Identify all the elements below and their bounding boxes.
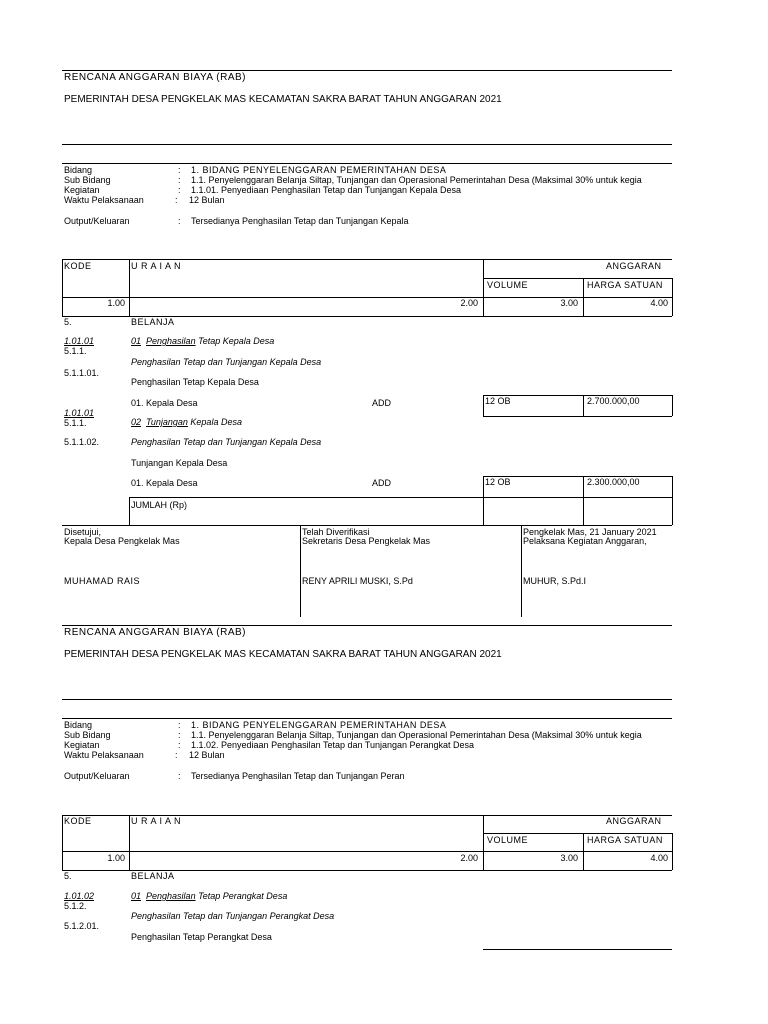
belanja-label: BELANJA	[131, 871, 175, 881]
uraian-header: U R A I A N	[131, 261, 182, 271]
document-title: RENCANA ANGGARAN BIAYA (RAB)	[64, 627, 247, 638]
signature-3-name: MUHUR, S.Pd.I	[523, 576, 587, 586]
signature-1-line-2: Kepala Desa Pengkelak Mas	[64, 536, 180, 546]
colon: :	[178, 771, 181, 781]
colon: :	[178, 185, 181, 195]
belanja-label: BELANJA	[131, 317, 175, 327]
colon: :	[175, 750, 178, 760]
kegiatan-label: Kegiatan	[64, 740, 100, 750]
item-line: Penghasilan Tetap Perangkat Desa	[131, 932, 272, 942]
item-code-2: 5.1.2.01.	[64, 921, 100, 931]
kode-header: KODE	[64, 816, 92, 826]
signature-2-name: RENY APRILI MUSKI, S.Pd	[302, 576, 413, 586]
sub-bidang-label: Sub Bidang	[64, 175, 111, 185]
item-title	[131, 418, 242, 427]
signature-2-line-1: Telah Diverifikasi	[302, 527, 370, 537]
colon: :	[178, 740, 181, 750]
item-description: Penghasilan Tetap dan Tunjangan Kepala Desa	[131, 357, 322, 367]
waktu-value: 12 Bulan	[189, 195, 225, 205]
colon: :	[178, 720, 181, 730]
signature-1-name: MUHAMAD RAIS	[64, 576, 141, 586]
document-title: RENCANA ANGGARAN BIAYA (RAB)	[64, 72, 247, 83]
bidang-label: Bidang	[64, 720, 93, 730]
uraian-header: U R A I A N	[131, 816, 182, 826]
colon: :	[175, 195, 178, 205]
item-description: Penghasilan Tetap dan Tunjangan Kepala Desa	[131, 437, 322, 447]
kegiatan-label: Kegiatan	[64, 185, 100, 195]
item-title	[131, 892, 287, 901]
column-number: 2.00	[460, 298, 478, 308]
volume-value: 12 OB	[485, 396, 511, 406]
bidang-value: 1. BIDANG PENYELENGGARAN PEMERINTAHAN DESA	[191, 165, 447, 175]
waktu-label: Waktu Pelaksanaan	[64, 195, 144, 205]
item-line: Penghasilan Tetap Kepala Desa	[131, 377, 259, 387]
item-keyword: Penghasilan	[146, 336, 196, 346]
item-code: 1.01.02	[64, 891, 95, 901]
price-value: 2.700.000,00	[587, 396, 640, 406]
signature-1-line-1: Disetujui,	[64, 527, 102, 537]
table-row: 01. Kepala Desa	[131, 398, 198, 408]
waktu-label: Waktu Pelaksanaan	[64, 750, 144, 760]
belanja-code: 5.	[64, 317, 72, 327]
harga-satuan-header: HARGA SATUAN	[587, 835, 663, 845]
item-subcode: 5.1.2.	[64, 901, 87, 911]
item-subcode: 5.1.1.	[64, 346, 87, 356]
bidang-label: Bidang	[64, 165, 93, 175]
volume-header: VOLUME	[487, 835, 529, 845]
item-number: 01	[131, 336, 142, 346]
output-label: Output/Keluaran	[64, 771, 130, 781]
colon: :	[178, 730, 181, 740]
item-keyword: Tunjangan	[146, 417, 188, 427]
column-number: 1.00	[107, 298, 125, 308]
volume-value: 12 OB	[485, 477, 511, 487]
sub-bidang-value: 1.1. Penyelenggaran Belanja Siltap, Tunjangan dan Operasional Pemerintahan Desa (Maksimal 30% untuk kegia	[191, 175, 642, 185]
column-number: 4.00	[650, 853, 668, 863]
document-subtitle: PEMERINTAH DESA PENGKELAK MAS KECAMATAN SAKRA BARAT TAHUN ANGGARAN 2021	[64, 94, 502, 105]
harga-satuan-header: HARGA SATUAN	[587, 280, 663, 290]
signature-3-line-2: Pelaksana Kegiatan Anggaran,	[523, 536, 647, 546]
column-number: 4.00	[650, 298, 668, 308]
item-keyword: Penghasilan	[146, 891, 196, 901]
kegiatan-value: 1.1.01. Penyediaan Penghasilan Tetap dan Tunjangan Kepala Desa	[191, 185, 462, 195]
anggaran-header: ANGGARAN	[606, 816, 662, 826]
source-add: ADD	[372, 398, 392, 408]
signature-2-line-2: Sekretaris Desa Pengkelak Mas	[302, 536, 431, 546]
anggaran-header: ANGGARAN	[606, 261, 662, 271]
signature-3-line-1: Pengkelak Mas, 21 January 2021	[523, 527, 657, 537]
document-subtitle: PEMERINTAH DESA PENGKELAK MAS KECAMATAN SAKRA BARAT TAHUN ANGGARAN 2021	[64, 649, 502, 660]
output-value: Tersedianya Penghasilan Tetap dan Tunjangan Peran	[191, 771, 405, 781]
item-description: Penghasilan Tetap dan Tunjangan Perangkat Desa	[131, 911, 335, 921]
jumlah-label: JUMLAH (Rp)	[131, 500, 188, 510]
column-number: 3.00	[560, 853, 578, 863]
item-code: 1.01.01	[64, 336, 95, 346]
item-code-2: 5.1.1.02.	[64, 437, 100, 447]
volume-header: VOLUME	[487, 280, 529, 290]
bidang-value: 1. BIDANG PENYELENGGARAN PEMERINTAHAN DESA	[191, 720, 447, 730]
sub-bidang-label: Sub Bidang	[64, 730, 111, 740]
item-code-2: 5.1.1.01.	[64, 368, 100, 378]
output-value: Tersedianya Penghasilan Tetap dan Tunjangan Kepala	[191, 216, 409, 226]
column-number: 2.00	[460, 853, 478, 863]
price-value: 2.300.000,00	[587, 477, 640, 487]
waktu-value: 12 Bulan	[189, 750, 225, 760]
item-rest: Kepala Desa	[190, 417, 242, 427]
colon: :	[178, 165, 181, 175]
sub-bidang-value: 1.1. Penyelenggaran Belanja Siltap, Tunjangan dan Operasional Pemerintahan Desa (Maksimal 30% untuk kegia	[191, 730, 642, 740]
item-number: 02	[131, 417, 142, 427]
item-title	[131, 337, 274, 346]
colon: :	[178, 175, 181, 185]
item-number: 01	[131, 891, 142, 901]
column-number: 3.00	[560, 298, 578, 308]
item-rest: Tetap Perangkat Desa	[198, 891, 288, 901]
item-rest: Tetap Kepala Desa	[198, 336, 275, 346]
output-label: Output/Keluaran	[64, 216, 130, 226]
column-number: 1.00	[107, 853, 125, 863]
belanja-code: 5.	[64, 871, 72, 881]
item-line: Tunjangan Kepala Desa	[131, 458, 228, 468]
table-row: 01. Kepala Desa	[131, 478, 198, 488]
item-code: 1.01.01	[64, 408, 95, 418]
colon: :	[178, 216, 181, 226]
item-subcode: 5.1.1.	[64, 418, 87, 428]
kegiatan-value: 1.1.02. Penyediaan Penghasilan Tetap dan Tunjangan Perangkat Desa	[191, 740, 475, 750]
kode-header: KODE	[64, 261, 92, 271]
source-add: ADD	[372, 478, 392, 488]
